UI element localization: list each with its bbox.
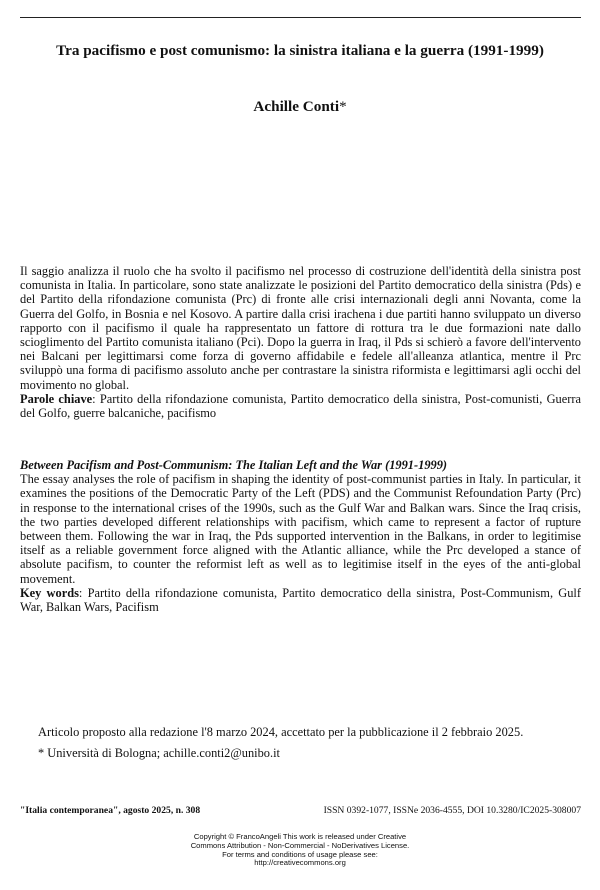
abstract-english [20,458,581,614]
author-name: Achille Conti [253,98,340,115]
received-note: Articolo proposto alla redazione l'8 marzo 2024, accettato per la pubblicazione il 2 febbraio 2025. [38,725,524,739]
keywords-label-italian: Parole chiave [20,391,93,406]
abstract-italian-text: Il saggio analizza il ruolo che ha svolto il pacifismo nel processo di costruzione dell'identità della sinistra post comunista in Italia. In particolare, sono state analizzate le posizioni del Partito democratico della sinistra (Pds) e del Partito della rifondazione comunista (Prc) di fronte alle crisi internazionali degli anni Novanta, come la Guerra del Golfo, in Bosnia e nel Kosovo. A partire dalla crisi irachena i due partiti hanno sviluppato un diverso rapporto con il pacifismo il quale ha rappresentato un fattore di rottura tra le due formazioni nate dallo scioglimento del Partito comunista italiano (Pci). Dopo la guerra in Iraq, il Pds si schierò a favore dell'intervento nei Balcani per legittimarsi come forza di governo affidabile e fedele all'alleanza atlantica, mentre il Prc sviluppò una forma di pacifismo assoluto anche per contrastare la sinistra riformista e legittimarsi agli occhi del movimento no global. [20,264,581,392]
keywords-label-english: Key words [20,585,79,600]
keywords-italian: : Partito della rifondazione comunista, Partito democratico della sinistra, Post-comunisti, Guerra del Golfo, guerre balcaniche, pacifismo [20,391,581,421]
copyright-notice [0,833,600,868]
journal-name: "Italia contemporanea", agosto 2025, n. 308 [20,805,201,816]
abstract-italian [20,264,581,420]
journal-info [20,805,581,816]
copyright-line-1: Copyright © FrancoAngeli This work is released under Creative [193,832,407,841]
affiliation-note: * Università di Bologna; achille.conti2@unibo.it [38,746,280,760]
keywords-english: : Partito della rifondazione comunista, Partito democratico della sinistra, Post-Communism, Gulf War, Balkan Wars, Pacifism [20,585,581,615]
author-line [0,98,600,116]
author-footnote-mark[interactable]: * [339,99,347,115]
copyright-line-2: Commons Attribution - Non-Commercial - NoDerivatives License. [190,840,410,850]
journal-identifiers: ISSN 0392-1077, ISSNe 2036-4555, DOI 10.3280/IC2025-308007 [323,805,581,816]
top-rule [20,17,581,18]
copyright-link[interactable]: http://creativecommons.org [254,858,346,868]
article-title: Tra pacifismo e post comunismo: la sinistra italiana e la guerra (1991-1999) [56,42,544,59]
copyright-line-3: For terms and conditions of usage please see: [222,849,378,859]
footnotes [20,725,581,767]
abstract-english-text: The essay analyses the role of pacifism in shaping the identity of post-communist parties in Italy. In particular, it examines the positions of the Democratic Party of the Left (PDS) and the Communist Refoundation Party (Prc) in response to the international crises of the 1990s, such as the Gulf War and Balkan wars. Since the Iraq crisis, the two parties developed different relationships with pacifism, which came to represent a factor of rupture between them. Following the war in Iraq, the Pds supported intervention in the Balkans, in order to legitimise itself as a reliable government force aligned with the Atlantic alliance, while the Prc developed a stance of absolute pacifism, to counter the reformist left as well as to legitimise itself in the eyes of the anti-global movement. [20,472,581,586]
english-title: Between Pacifism and Post-Communism: The Italian Left and the War (1991-1999) [20,458,448,472]
